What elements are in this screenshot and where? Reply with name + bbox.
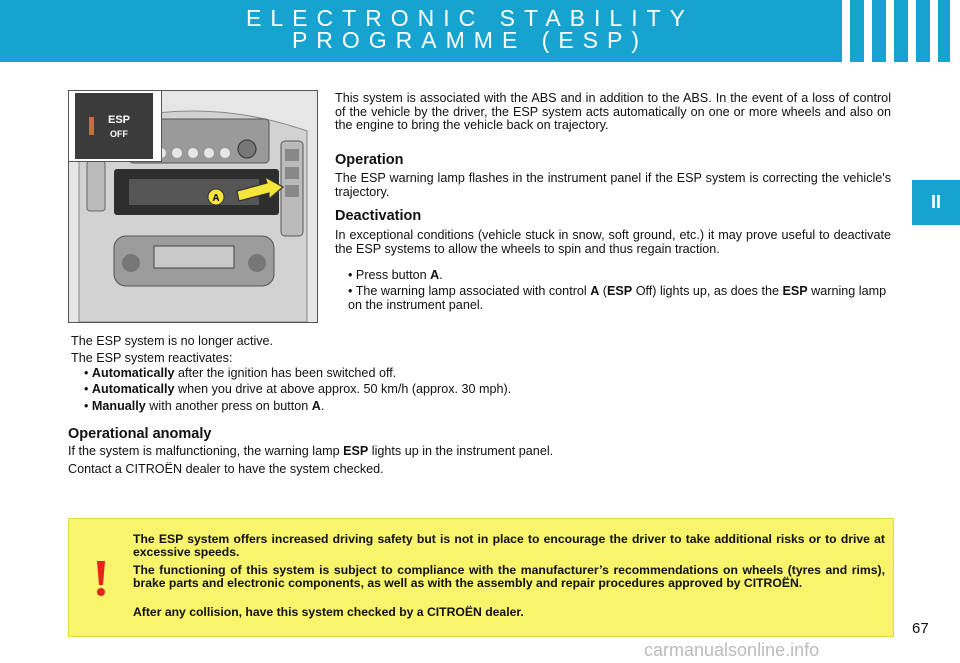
reactivation-item-2: • Automatically when you drive at above approx. 50 km/h (approx. 30 mph). [84, 382, 512, 396]
header-bar [0, 0, 960, 62]
deactivation-bullet-2: • The warning lamp associated with control A (ESP Off) lights up, as does the ESP warning lamp on the instrument panel. [348, 284, 887, 312]
chapter-tab: II [912, 180, 960, 225]
operation-heading: Operation [335, 152, 404, 168]
warning-paragraph-1: The ESP system offers increased driving safety but is not in place to encourage the driver to take additional risks or to drive at excessive speeds. [133, 532, 885, 559]
watermark: carmanualsonline.info [644, 640, 820, 660]
page-title-line1: ELECTRONIC STABILITY [246, 5, 694, 31]
warning-exclamation-icon [81, 559, 121, 599]
anomaly-line-2: Contact a CITROËN dealer to have the system checked. [68, 462, 384, 476]
switch-label-esp: ESP [107, 114, 131, 126]
operation-text: The ESP warning lamp flashes in the instrument panel if the ESP system is correcting the vehicle's trajectory. [335, 171, 891, 199]
deactivation-heading: Deactivation [335, 208, 422, 224]
warning-paragraph-2: The functioning of this system is subject to compliance with the manufacturer’s recommendations on wheels (tyres and rims), brake parts and electronic components, as well as with the assembly and repair procedures approved by CITROËN. [133, 563, 885, 590]
esp-reactivates: The ESP system reactivates: [71, 351, 233, 365]
switch-label-off: OFF [110, 129, 128, 139]
page-number: 67 [912, 620, 929, 637]
esp-switch-inset [68, 90, 162, 162]
warning-paragraph-3: After any collision, have this system checked by a CITROËN dealer. [133, 605, 524, 619]
deactivation-bullet-1: • Press button A. [348, 268, 443, 282]
anomaly-heading: Operational anomaly [68, 426, 212, 442]
page-title-line2: PROGRAMME (ESP) [291, 27, 649, 53]
reactivation-item-3: • Manually with another press on button A. [84, 399, 325, 413]
intro-paragraph: This system is associated with the ABS and in addition to the ABS. In the event of a loss of control of the vehicle by the driver, the ESP system acts automatically on one or more wheels and also on the engine to bring the vehicle back on trajectory. [335, 91, 891, 132]
callout-a-label: A [212, 193, 220, 204]
deactivation-text: In exceptional conditions (vehicle stuck in snow, soft ground, etc.) it may prove useful to deactivate the ESP systems to allow the wheels to spin and thus regain traction. [335, 228, 891, 256]
esp-no-longer-active: The ESP system is no longer active. [71, 334, 274, 348]
reactivation-item-1: • Automatically after the ignition has been switched off. [84, 366, 397, 380]
anomaly-line-1: If the system is malfunctioning, the warning lamp ESP lights up in the instrument panel. [68, 444, 554, 458]
